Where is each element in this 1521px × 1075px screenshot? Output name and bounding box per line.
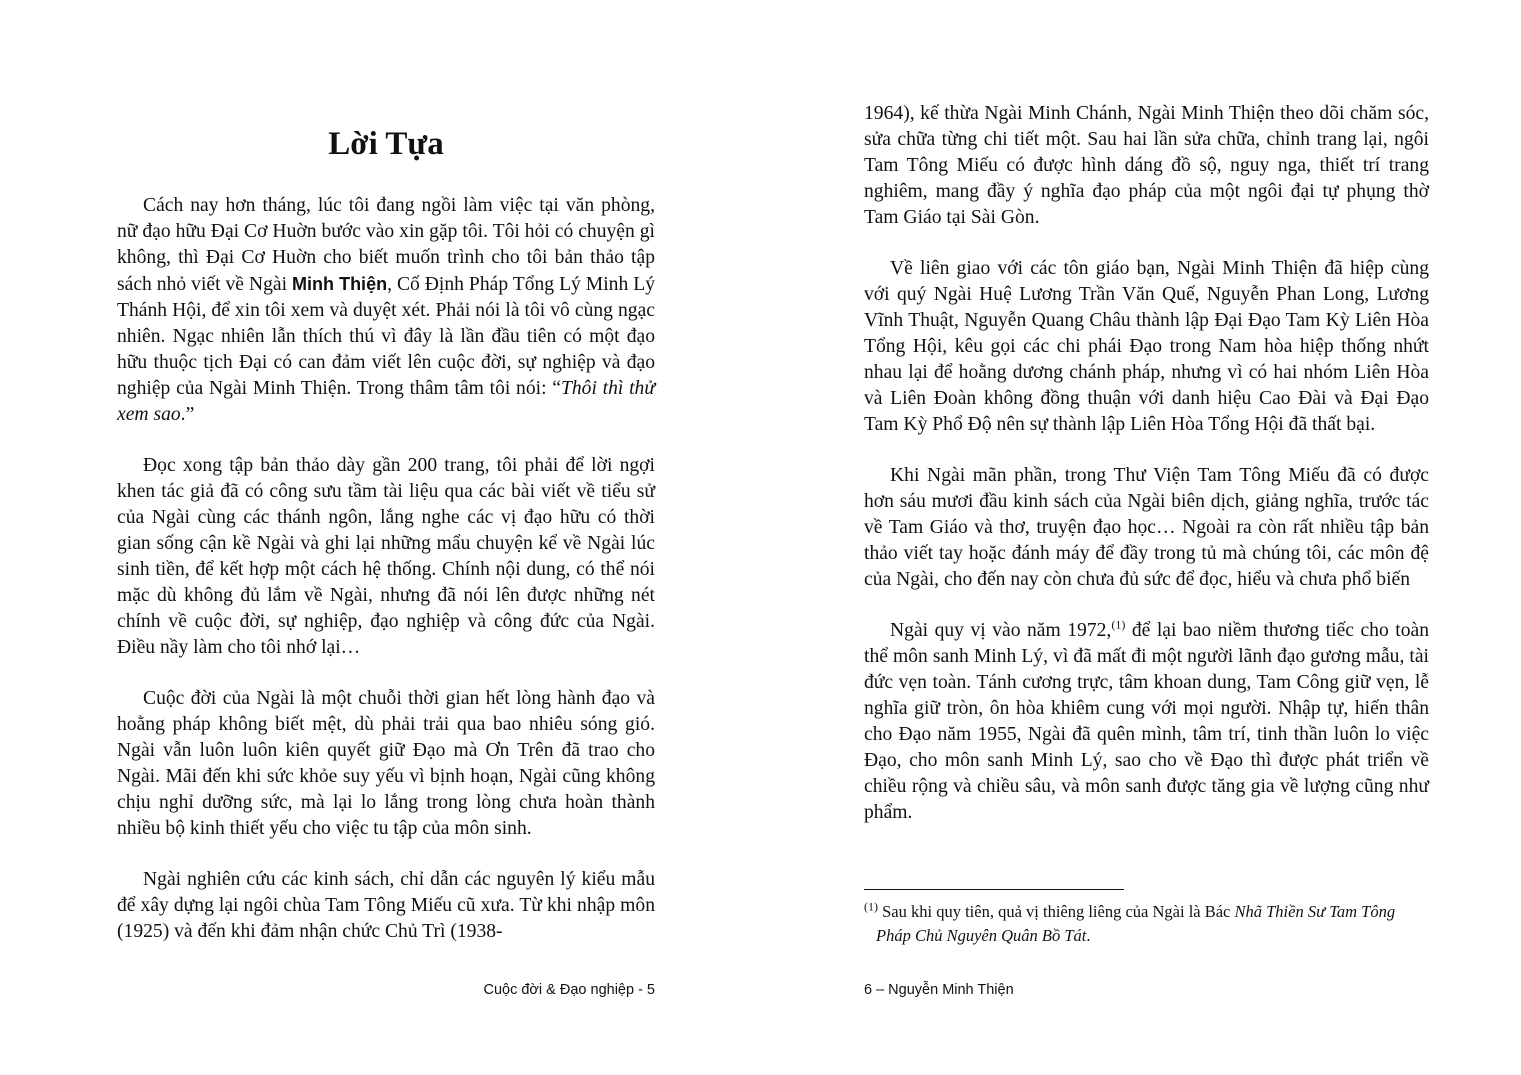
footnote bbox=[864, 900, 1429, 948]
highlighted-name: Minh Thiện bbox=[292, 274, 388, 294]
paragraph-5-continued: 1964), kế thừa Ngài Minh Chánh, Ngài Minh Thiện theo dõi chăm sóc, sửa chữa từng chi tiết một. Sau hai lần sửa chữa, chỉnh trang lại, ngôi Tam Tông Miếu có được hình dáng đồ sộ, nguy nga, thiết trí trang nghiêm, mang đầy ý nghĩa đạo pháp của một ngôi đại tự phụng thờ Tam Giáo tại Sài Gòn. bbox=[864, 103, 1429, 228]
paragraph-8 bbox=[864, 618, 1429, 826]
paragraph-8-text-b: để lại bao niềm thương tiếc cho toàn thể môn sanh Minh Lý, vì đã mất đi một người lãnh đạo gương mẫu, tài đức vẹn toàn. Tánh cương trực, tâm khoan dung, Tam Công giữ vẹn, lễ nghĩa giữ tròn, ôn hòa khiêm cung với mọi người. Nhập tự, hiến thân cho Đạo năm 1955, Ngài đã quên mình, tâm trí, tinh thần luôn lo việc Đạo, cho môn sanh Minh Lý, sao cho về Đạo thì được phát triển về chiều rộng và chiều sâu, và môn sanh được tăng gia về lượng cũng như phẩm. bbox=[864, 620, 1429, 823]
footnote-divider bbox=[864, 889, 1124, 890]
paragraph-1 bbox=[117, 193, 655, 428]
quote-text: Thôi thì thử xem sao bbox=[117, 378, 656, 425]
paragraph-7: Khi Ngài mãn phần, trong Thư Viện Tam Tông Miếu đã có được hơn sáu mươi đầu kinh sách của Ngài biên dịch, giảng nghĩa, trước tác về Tam Giáo và thơ, truyện đạo học… Ngoài ra còn rất nhiều tập bản thảo viết tay hoặc đánh máy để đầy trong tủ mà chúng tôi, các môn đệ của Ngài, cho đến nay còn chưa đủ sức để đọc, hiểu và chưa phổ biến bbox=[864, 465, 1429, 590]
paragraph-2: Đọc xong tập bản thảo dày gần 200 trang, tôi phải để lời ngợi khen tác giả đã có công sưu tầm tài liệu qua các bài viết về tiểu sử của Ngài cùng các thánh ngôn, lắng nghe các vị đạo hữu có thời gian sống cận kề Ngài và ghi lại những mẩu chuyện kể về Ngài lúc sinh tiền, để kết hợp một cách hệ thống. Chính nội dung, có thể nói mặc dù không đủ lắm về Ngài, nhưng đã nói lên được những nét chính về cuộc đời, sự nghiệp, đạo nghiệp và công đức của Ngài. Điều nầy làm cho tôi nhớ lại… bbox=[117, 455, 655, 658]
footnote-reference: (1) bbox=[1111, 617, 1126, 632]
paragraph-6: Về liên giao với các tôn giáo bạn, Ngài Minh Thiện đã hiệp cùng với quý Ngài Huệ Lương Trần Văn Quế, Nguyễn Phan Long, Lương Vĩnh Thuật, Nguyễn Quang Châu thành lập Đại Đạo Tam Kỳ Liên Hòa Tổng Hội, kêu gọi các chi phái Đạo trong Nam hòa hiệp thống nhứt nhau lại để hoằng dương chánh pháp, nhưng vì có hai nhóm Liên Hòa và Liên Đoàn không đồng thuận với danh hiệu Cao Đài và Đại Đạo Tam Kỳ Phổ Độ nên sự thành lập Liên Hòa Tổng Hội đã thất bại. bbox=[864, 258, 1429, 435]
paragraph-8-text-a: Ngài quy vị vào năm 1972, bbox=[890, 620, 1112, 641]
page-footer-left: Cuộc đời & Đạo nghiệp - 5 bbox=[483, 982, 655, 998]
paragraph-1-text-c: .” bbox=[180, 404, 195, 425]
footnote-italic-title: Nhã Thiền Sư Tam Tông Pháp Chủ Nguyên Quân Bồ Tát bbox=[876, 902, 1396, 945]
paragraph-4: Ngài nghiên cứu các kinh sách, chỉ dẫn các nguyên lý kiểu mẫu để xây dựng lại ngôi chùa Tam Tông Miếu cũ xưa. Từ khi nhập môn (1925) và đến khi đảm nhận chức Chủ Trì (1938- bbox=[117, 869, 655, 942]
footnote-text-a: Sau khi quy tiên, quả vị thiêng liêng của Ngài là Bác bbox=[878, 902, 1235, 921]
paragraph-1-text-a: Cách nay hơn tháng, lúc tôi đang ngồi làm việc tại văn phòng, nữ đạo hữu Đại Cơ Huờn bước vào xin gặp tôi. Tôi hỏi có chuyện gì không, thì Đại Cơ Huờn cho biết muốn trình cho tôi bản thảo tập sách nhỏ viết về Ngài bbox=[117, 195, 655, 295]
left-page-body bbox=[117, 193, 655, 970]
footnote-marker: (1) bbox=[864, 899, 878, 914]
paragraph-3: Cuộc đời của Ngài là một chuỗi thời gian hết lòng hành đạo và hoằng pháp không biết mệt, dù phải trải qua bao nhiêu sóng gió. Ngài vẫn luôn luôn kiên quyết giữ Đạo mà Ơn Trên đã trao cho Ngài. Mãi đến khi sức khỏe suy yếu vì bịnh hoạn, Ngài cũng không chịu nghỉ dưỡng sức, mà lại lo lắng trong lòng chưa hoàn thành nhiều bộ kinh thiết yếu cho việc tu tập của môn sinh. bbox=[117, 688, 655, 839]
right-page bbox=[864, 0, 1429, 1075]
page-footer-right: 6 – Nguyễn Minh Thiện bbox=[864, 982, 1014, 998]
footnote-text-b: . bbox=[1086, 926, 1091, 945]
page-title: Lời Tựa bbox=[328, 126, 444, 162]
paragraph-1-text-b: , Cố Định Pháp Tổng Lý Minh Lý Thánh Hội, để xin tôi xem và duyệt xét. Phải nói là tôi vô cùng ngạc nhiên. Ngạc nhiên lẫn thích thú vì đây là lần đầu tiên có một đạo hữu thuộc tịch Đại có can đảm viết lên cuộc đời, sự nghiệp và đạo nghiệp của Ngài Minh Thiện. Trong thâm tâm tôi nói: “ bbox=[117, 274, 655, 399]
left-page bbox=[117, 0, 655, 1075]
right-page-body bbox=[864, 101, 1429, 851]
